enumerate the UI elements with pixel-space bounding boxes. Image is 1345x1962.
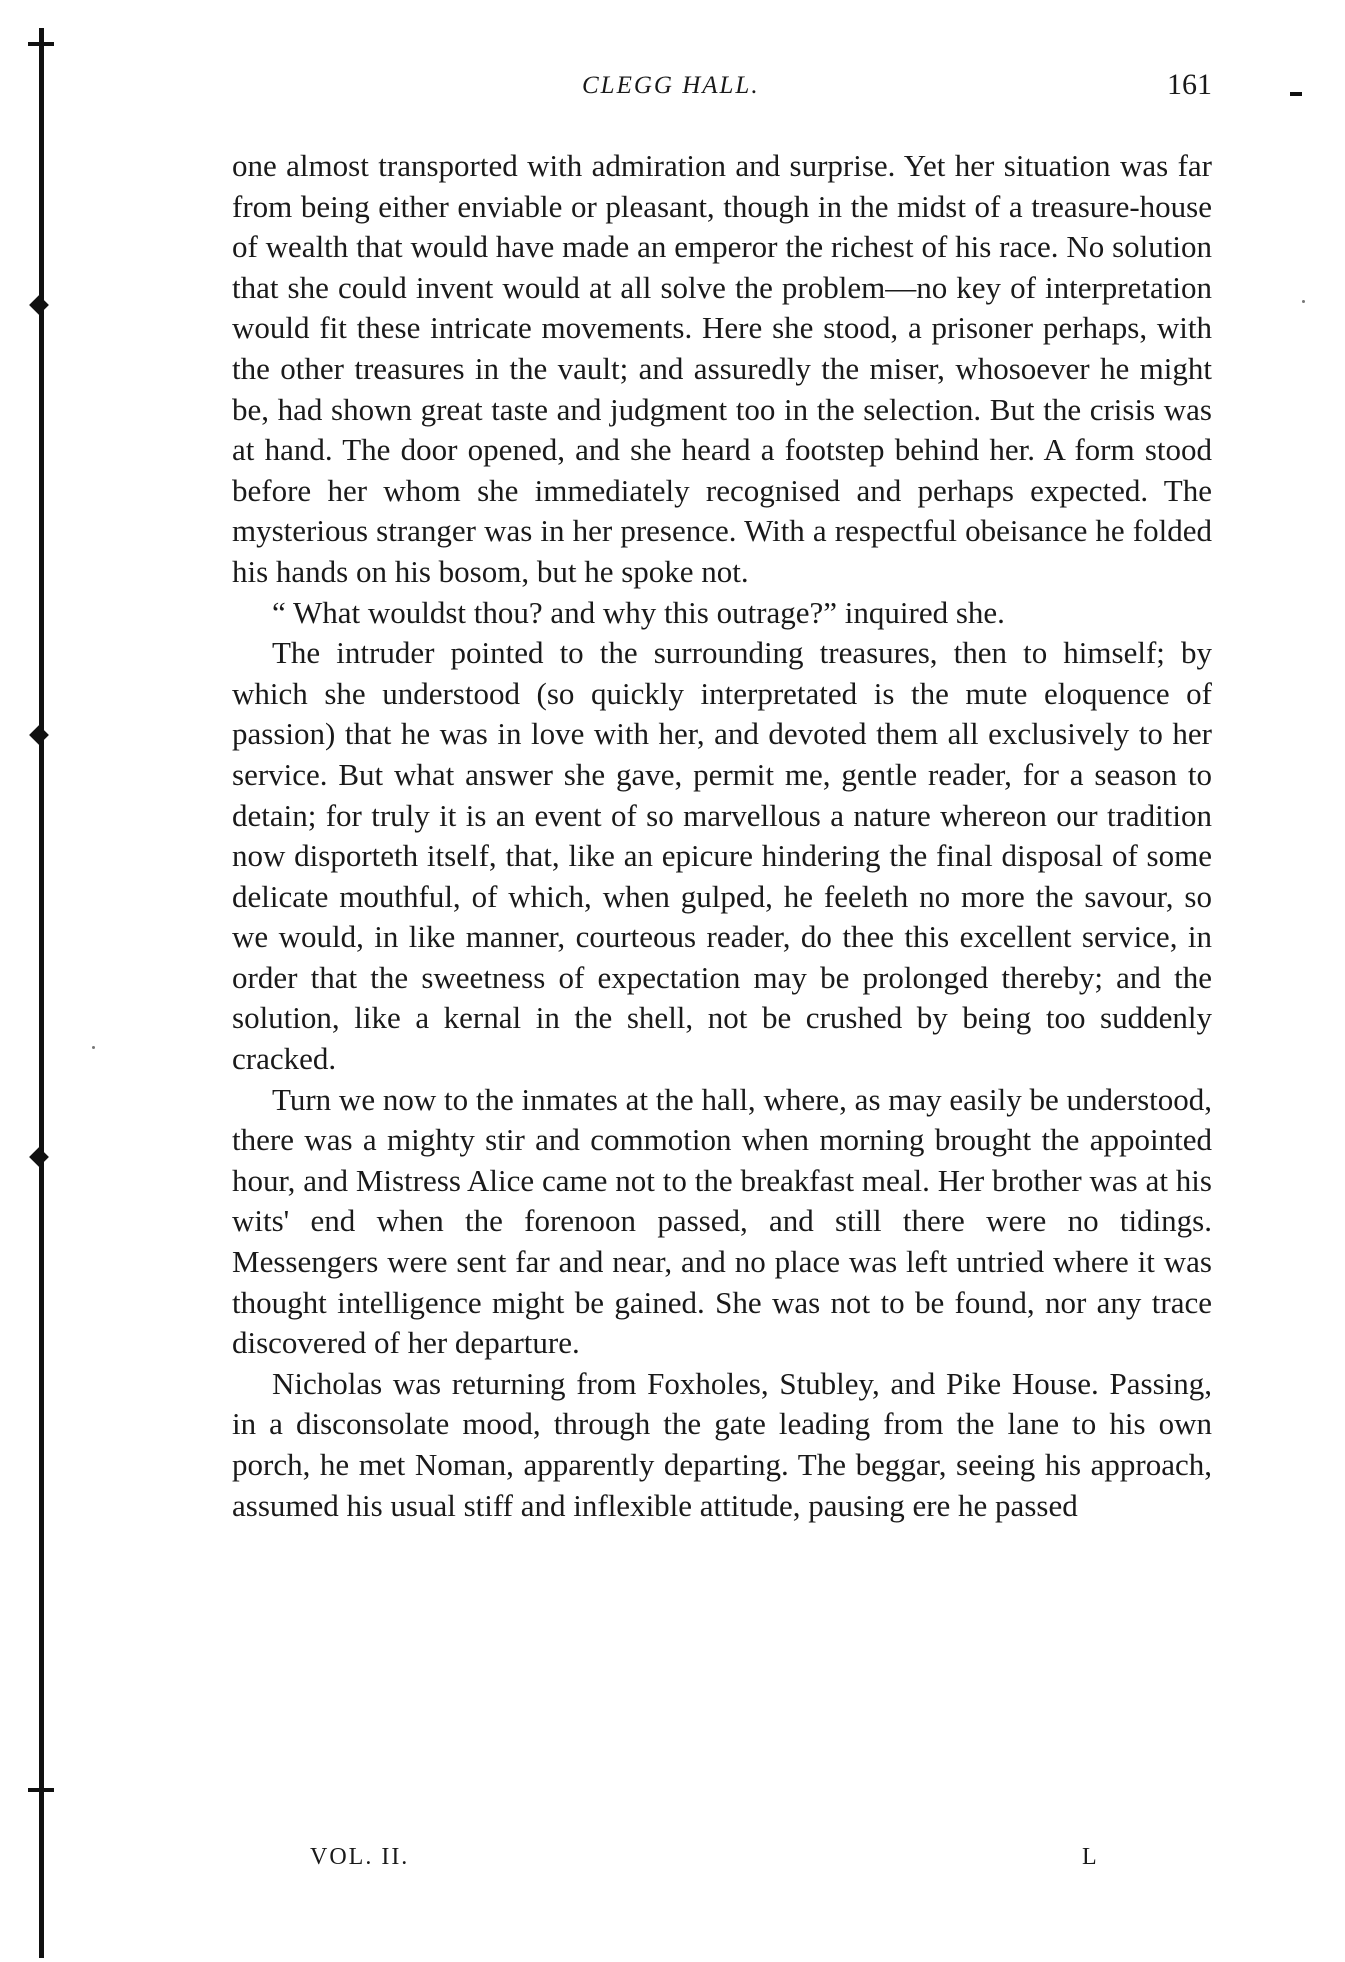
volume-signature: VOL. II. — [310, 1844, 410, 1870]
margin-dash — [1290, 92, 1302, 96]
binding-mark — [28, 1788, 54, 1792]
binding-edge — [36, 28, 46, 1958]
page-footer — [232, 1844, 1212, 1884]
binding-mark — [29, 295, 49, 315]
paragraph: Nicholas was returning from Foxholes, Stubley, and Pike House. Passing, in a disconsolate mood, through the gate leading from the lane to his own porch, he met Noman, apparently departing. The beggar, seeing his approach, assumed his usual stiff and inflexible attitude, pausing ere he passed — [232, 1365, 1212, 1523]
margin-speck — [1302, 300, 1305, 303]
paragraph: “ What wouldst thou? and why this outrage?” inquired she. — [272, 594, 1005, 630]
paragraph: The intruder pointed to the surrounding treasures, then to himself; by which she understood (so quickly interpretated is the mute eloquence of passion) that he was in love with her, and devoted them all exclusively to her service. But what answer she gave, permit me, gentle reader, for a season to detain; for truly it is an event of so marvellous a nature whereon our tradition now disporteth itself, that, like an epicure hindering the final disposal of some delicate mouthful, of which, when gulped, he feeleth no more the savour, so we would, in like manner, courteous reader, do thee this excellent service, in order that the sweetness of expectation may be prolonged thereby; and the solution, like a kernal in the shell, not be crushed by being too suddenly cracked. — [232, 635, 1212, 1077]
binding-mark — [29, 725, 49, 745]
binding-mark — [28, 42, 54, 46]
body-text — [232, 146, 1212, 1526]
page-number: 161 — [1167, 68, 1212, 101]
binding-mark — [29, 1147, 49, 1167]
running-title: CLEGG HALL. — [582, 72, 760, 99]
margin-speck — [92, 1046, 95, 1049]
binding-rule — [39, 28, 44, 1958]
signature-letter: L — [1082, 1844, 1099, 1870]
paragraph: Turn we now to the inmates at the hall, where, as may easily be understood, there was a mighty stir and commotion when morning brought the appointed hour, and Mistress Alice came not to the breakfast meal. Her brother was at his wits' end when the forenoon passed, and still there were no tidings. Messengers were sent far and near, and no place was left untried where it was thought intelligence might be gained. She was not to be found, nor any trace discovered of her departure. — [232, 1081, 1212, 1361]
paragraph: one almost transported with admiration and surprise. Yet her situation was far from being either enviable or pleasant, though in the midst of a treasure-house of wealth that would have made an emperor the richest of his race. No solution that she could invent would at all solve the problem—no key of interpretation would fit these intricate movements. Here she stood, a prisoner perhaps, with the other treasures in the vault; and assuredly the miser, whosoever he might be, had shown great taste and judgment too in the selection. But the crisis was at hand. The door opened, and she heard a footstep behind her. A form stood before her whom she immediately recognised and perhaps expected. The mysterious stranger was in her presence. With a respectful obeisance he folded his hands on his bosom, but he spoke not. — [232, 148, 1212, 589]
page-header — [232, 68, 1212, 112]
